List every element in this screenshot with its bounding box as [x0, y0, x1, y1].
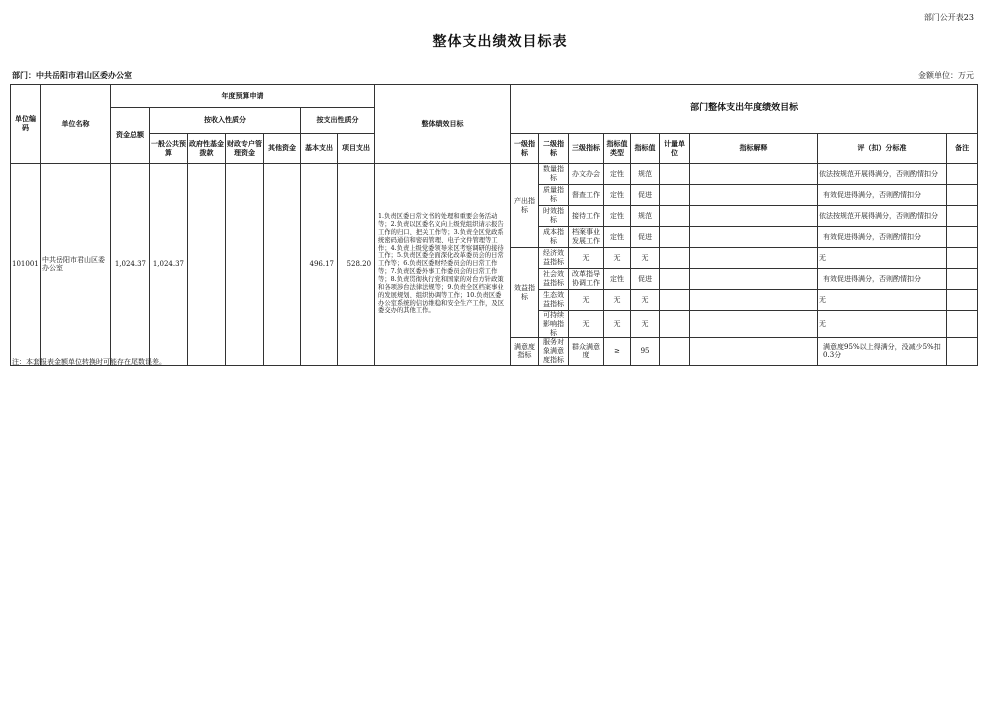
indicator-value: 规范 — [631, 206, 660, 227]
indicator-type: 定性 — [604, 269, 631, 290]
header-fund: 政府性基金拨款 — [188, 134, 226, 164]
indicator-score: 无 — [818, 290, 947, 311]
header-value: 指标值 — [631, 134, 660, 164]
indicator-remark — [947, 290, 978, 311]
footnote: 注：本套报表金额单位转换时可能存在尾数误差。 — [12, 358, 166, 366]
indicator-lvl2: 数量指标 — [539, 164, 569, 185]
indicator-explain — [690, 290, 818, 311]
indicator-explain — [690, 269, 818, 290]
indicator-score: 依法按规范开展得满分，否则酌情扣分 — [818, 206, 947, 227]
cell-special — [226, 164, 264, 366]
indicator-measure — [660, 164, 690, 185]
indicator-measure — [660, 269, 690, 290]
indicator-lvl3: 督查工作 — [569, 185, 604, 206]
indicator-remark — [947, 269, 978, 290]
header-code: 单位编码 — [11, 85, 41, 164]
indicator-lvl3: 接待工作 — [569, 206, 604, 227]
cell-code: 101001 — [11, 164, 41, 366]
indicator-lvl3: 群众满意度 — [569, 338, 604, 365]
header-annual-budget: 年度预算申请 — [111, 85, 375, 108]
indicator-lvl2: 社会效益指标 — [539, 269, 569, 290]
indicator-lvl2: 时效指标 — [539, 206, 569, 227]
indicator-type: ≥ — [604, 338, 631, 365]
indicator-value: 无 — [631, 290, 660, 311]
indicator-explain — [690, 311, 818, 338]
header-measure: 计量单位 — [660, 134, 690, 164]
indicator-score: 满意度95%以上得满分，没减少5%扣0.3分 — [818, 338, 947, 365]
cell-project: 528.20 — [338, 164, 375, 366]
indicator-remark — [947, 206, 978, 227]
indicator-value: 促进 — [631, 227, 660, 248]
department-label: 部门：中共岳阳市君山区委办公室 — [12, 70, 132, 80]
header-by-income: 按收入性质分 — [150, 108, 301, 134]
indicator-explain — [690, 185, 818, 206]
indicator-lvl2: 可持续影响指标 — [539, 311, 569, 338]
indicator-lvl3: 办文办会 — [569, 164, 604, 185]
indicator-lvl3: 档案事业发展工作 — [569, 227, 604, 248]
indicator-remark — [947, 311, 978, 338]
cell-overall-goal: 1.负责区委日常文书的处理和重要会务活动等；2.负责以区委名义向上级党组织请示报告工作的归口、把关工作等；3.负责全区党政系统密码通信和密码管理、电子文件管理等工作；4.负责上级党委领导来区考察调研的接待工作；5.负责区委全面深化改革委员会的日常工作等；6.负责区委财经委员会的日常工作等；7.负责区委外事工作委员会的日常工作等；8.负责贯彻执行党和国家的对台方针政策和各项涉台法律法规等；9.负责全区档案事业的发展规划、组织协调等工作；10.负责区委办公室系统的信访维稳和安全生产工作，及区委交办的其他工作。 — [375, 164, 511, 366]
indicator-explain — [690, 248, 818, 269]
page-title: 整体支出绩效目标表 — [432, 34, 568, 50]
form-number: 部门公开表23 — [923, 13, 974, 22]
indicator-explain — [690, 164, 818, 185]
header-total: 资金总额 — [111, 108, 150, 164]
indicator-lvl2: 质量指标 — [539, 185, 569, 206]
header-special: 财政专户管理资金 — [226, 134, 264, 164]
cell-fund — [188, 164, 226, 366]
indicator-lvl1: 产出指标 — [511, 164, 539, 248]
indicator-type: 定性 — [604, 227, 631, 248]
indicator-measure — [660, 311, 690, 338]
indicator-remark — [947, 185, 978, 206]
cell-general: 1,024.37 — [150, 164, 188, 366]
indicator-value: 95 — [631, 338, 660, 365]
header-project: 项目支出 — [338, 134, 375, 164]
indicator-measure — [660, 290, 690, 311]
header-lvl2: 二级指标 — [539, 134, 569, 164]
cell-total: 1,024.37 — [111, 164, 150, 366]
indicator-lvl2: 生态效益指标 — [539, 290, 569, 311]
header-remark: 备注 — [947, 134, 978, 164]
indicator-score: 有效促进得满分，否则酌情扣分 — [818, 185, 947, 206]
header-lvl1: 一级指标 — [511, 134, 539, 164]
indicator-lvl3: 无 — [569, 311, 604, 338]
cell-other — [264, 164, 301, 366]
indicator-score: 无 — [818, 311, 947, 338]
cell-name: 中共岳阳市君山区委办公室 — [41, 164, 111, 366]
indicator-score: 依法按规范开展得满分，否则酌情扣分 — [818, 164, 947, 185]
indicator-lvl2: 成本指标 — [539, 227, 569, 248]
indicator-score: 无 — [818, 248, 947, 269]
indicator-measure — [660, 338, 690, 365]
header-explain: 指标解释 — [690, 134, 818, 164]
amount-unit-label: 金额单位：万元 — [918, 71, 974, 80]
indicator-type: 无 — [604, 290, 631, 311]
header-general: 一般公共预算 — [150, 134, 188, 164]
header-dept-goal: 部门整体支出年度绩效目标 — [511, 85, 978, 134]
header-score: 评（扣）分标准 — [818, 134, 947, 164]
header-name: 单位名称 — [41, 85, 111, 164]
header-type: 指标值类型 — [604, 134, 631, 164]
indicator-score: 有效促进得满分，否则酌情扣分 — [818, 269, 947, 290]
indicator-remark — [947, 227, 978, 248]
indicator-lvl2: 经济效益指标 — [539, 248, 569, 269]
indicator-value: 促进 — [631, 269, 660, 290]
indicator-explain — [690, 206, 818, 227]
indicator-type: 定性 — [604, 164, 631, 185]
indicator-value: 无 — [631, 311, 660, 338]
indicator-lvl1: 效益指标 — [511, 248, 539, 338]
indicator-measure — [660, 248, 690, 269]
indicator-type: 定性 — [604, 206, 631, 227]
cell-basic: 496.17 — [301, 164, 338, 366]
indicator-remark — [947, 338, 978, 365]
indicator-lvl3: 改革指导协调工作 — [569, 269, 604, 290]
indicator-type: 无 — [604, 311, 631, 338]
indicator-type: 无 — [604, 248, 631, 269]
indicator-lvl3: 无 — [569, 248, 604, 269]
header-overall-goal: 整体绩效目标 — [375, 85, 511, 164]
indicator-value: 规范 — [631, 164, 660, 185]
header-basic: 基本支出 — [301, 134, 338, 164]
indicator-explain — [690, 227, 818, 248]
indicator-measure — [660, 185, 690, 206]
indicator-measure — [660, 227, 690, 248]
indicator-explain — [690, 338, 818, 365]
performance-table — [10, 84, 978, 366]
indicator-score: 有效促进得满分，否则酌情扣分 — [818, 227, 947, 248]
indicator-remark — [947, 248, 978, 269]
indicator-lvl2: 服务对象满意度指标 — [539, 338, 569, 365]
indicator-lvl3: 无 — [569, 290, 604, 311]
header-by-expense: 按支出性质分 — [301, 108, 375, 134]
indicator-remark — [947, 164, 978, 185]
header-other: 其他资金 — [264, 134, 301, 164]
indicator-lvl1: 满意度指标 — [511, 338, 539, 365]
indicator-measure — [660, 206, 690, 227]
indicator-value: 无 — [631, 248, 660, 269]
indicator-type: 定性 — [604, 185, 631, 206]
header-lvl3: 三级指标 — [569, 134, 604, 164]
indicator-value: 促进 — [631, 185, 660, 206]
